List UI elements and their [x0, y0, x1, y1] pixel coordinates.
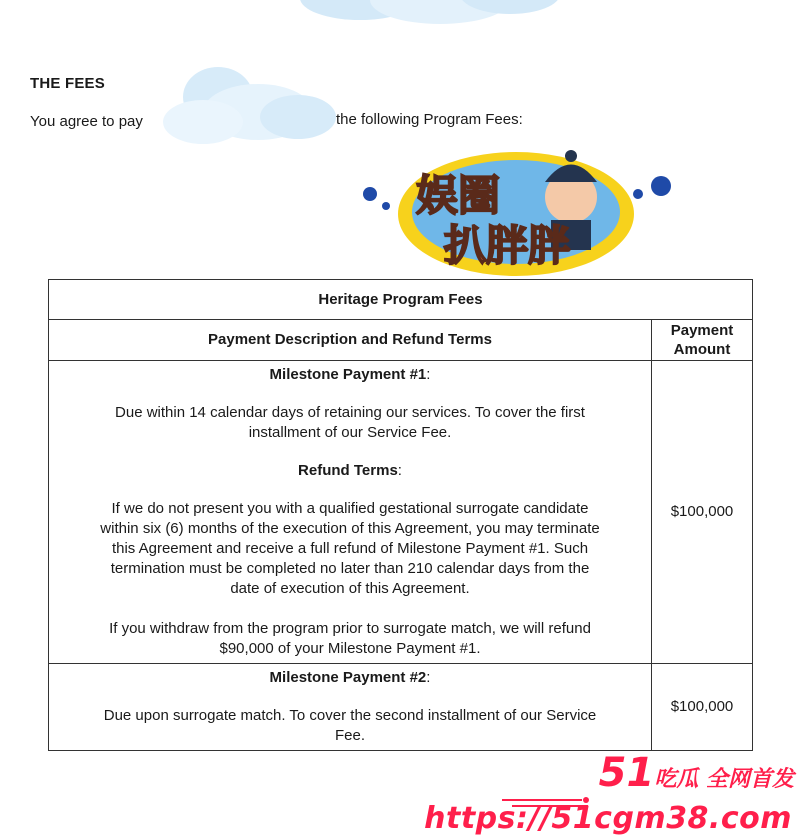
- milestone2-due-line1: Due upon surrogate match. To cover the second installment of our Service: [103, 707, 597, 724]
- milestone1-due-line2: installment of our Service Fee.: [248, 424, 452, 441]
- milestone1-due-line1: Due within 14 calendar days of retaining our services. To cover the first: [115, 404, 585, 421]
- site-watermark: [424, 748, 800, 840]
- program-fees-table: [48, 279, 753, 751]
- intro-text-start: You agree to pay: [30, 113, 143, 130]
- watermark-slogan-text: 吃瓜 全网首发: [654, 767, 794, 792]
- refund-p1-line2: within six (6) months of the execution of this Agreement, you may terminate: [100, 520, 600, 537]
- column-header-description: Payment Description and Refund Terms: [49, 320, 652, 361]
- refund-p1-line3: this Agreement and receive a full refund of Milestone Payment #1. Such: [111, 540, 589, 557]
- middle-cloud-decoration: [158, 62, 340, 154]
- watermark-slogan: [599, 750, 794, 796]
- milestone1-amount: $100,000: [652, 361, 753, 664]
- intro-text-end: the following Program Fees:: [336, 111, 523, 128]
- column-header-amount-line1: Payment: [670, 322, 734, 339]
- refund-p2-line2: $90,000 of your Milestone Payment #1.: [219, 640, 481, 657]
- channel-logo-badge: [356, 142, 686, 277]
- refund-p1-line4: termination must be completed no later than 210 calendar days from the: [110, 560, 590, 577]
- watermark-number: 51: [598, 750, 655, 796]
- badge-text-line1: 娱圈: [416, 171, 501, 220]
- column-header-amount-line2: Amount: [673, 341, 731, 358]
- milestone2-amount: $100,000: [652, 664, 753, 751]
- milestone2-title: Milestone Payment #2: [269, 669, 427, 686]
- milestone1-title: Milestone Payment #1: [269, 366, 427, 383]
- milestone1-description: Milestone Payment #1: Due within 14 calendar days of retaining our services. To cover the first installment of our Service Fee. Refund Terms: If we do not present you with a qualified gestational surrogate candidate within six (6) months of the execution of this Agreement, you may terminate this Agreement and receive a full refund of Milestone Payment #1. Such termination must be completed no later than 210 calendar days from the date of execution of this Agreement. If you withdraw from the program prior to surrogate match, we will refund $90,000 of your Milestone Payment #1.: [49, 361, 652, 664]
- milestone2-description: Milestone Payment #2: Due upon surrogate match. To cover the second installment of our Service Fee.: [49, 664, 652, 751]
- refund-p1-line5: date of execution of this Agreement.: [230, 580, 470, 597]
- milestone2-due-line2: Fee.: [334, 727, 365, 744]
- refund-terms-title: Refund Terms: [298, 462, 398, 479]
- watermark-url: https://51cgm38.com: [424, 801, 792, 836]
- section-heading: THE FEES: [30, 75, 105, 92]
- table-row: [49, 664, 753, 751]
- badge-text-line2: 扒胖胖: [444, 221, 571, 270]
- table-row: [49, 361, 753, 664]
- top-cloud-decoration: [300, 0, 560, 25]
- refund-p1-line1: If we do not present you with a qualified gestational surrogate candidate: [111, 500, 589, 517]
- table-title: Heritage Program Fees: [49, 280, 753, 320]
- refund-p2-line1: If you withdraw from the program prior to surrogate match, we will refund: [109, 620, 591, 637]
- column-header-amount: [652, 320, 753, 361]
